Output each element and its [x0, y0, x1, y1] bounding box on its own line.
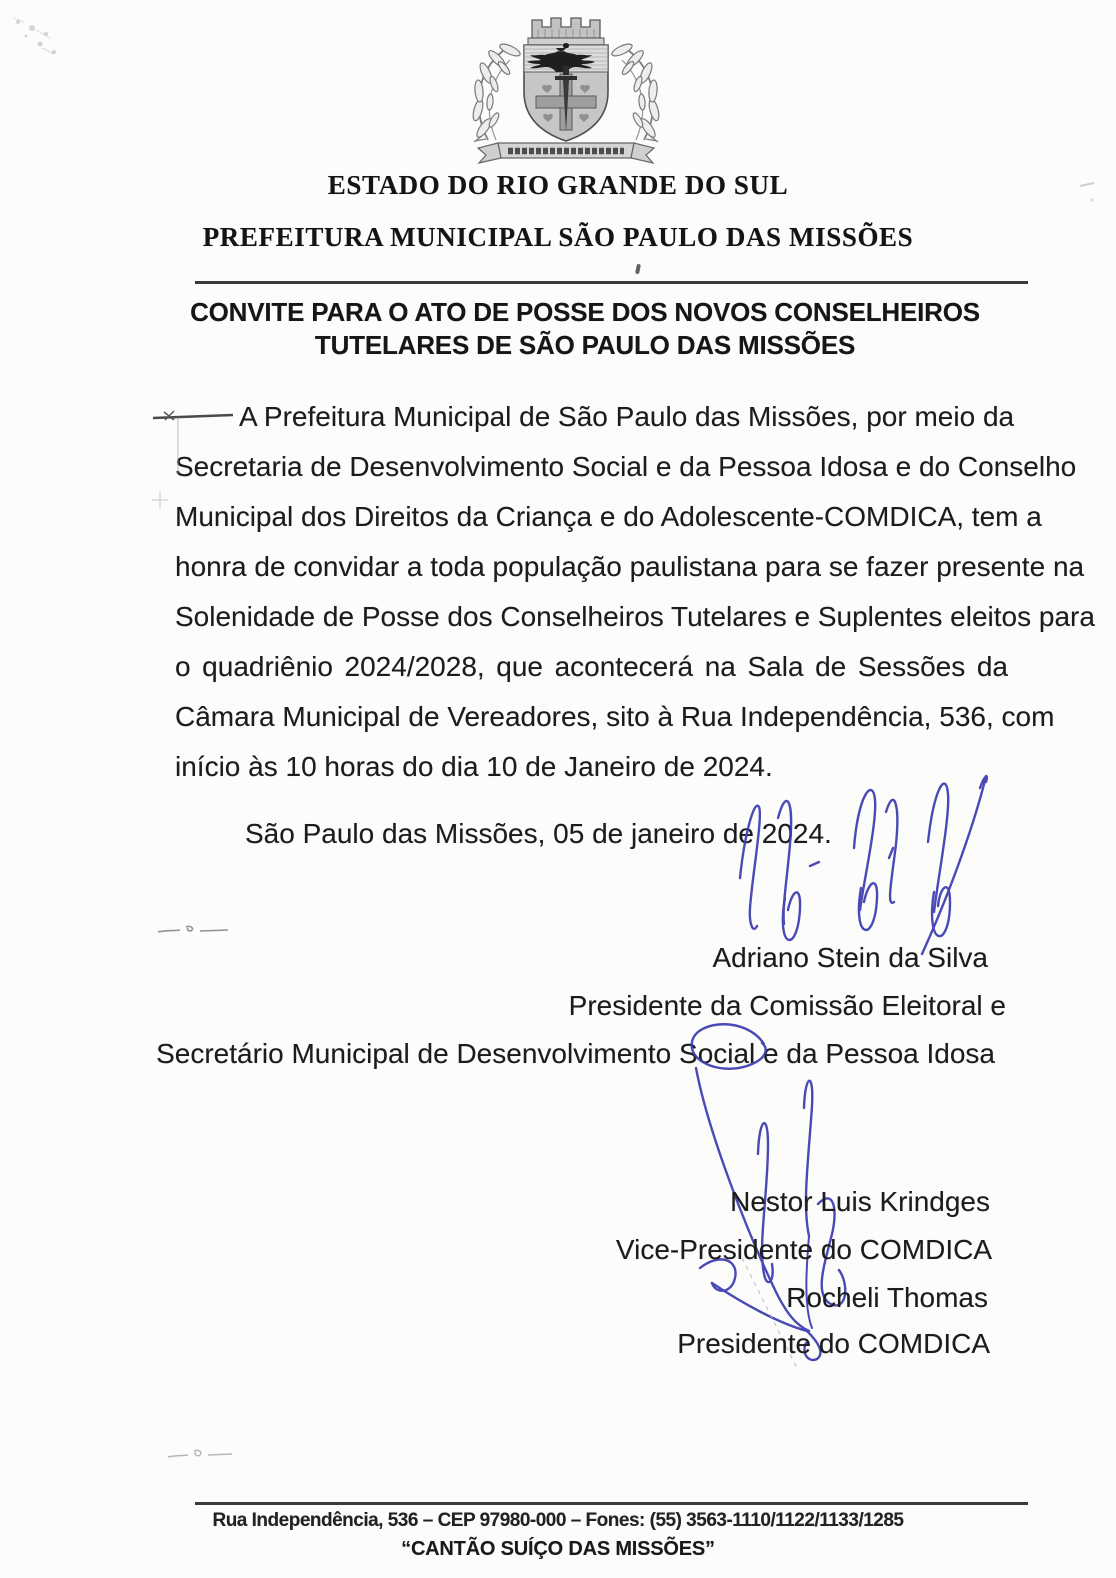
title-line-2: TUTELARES DE SÃO PAULO DAS MISSÕES [314, 330, 856, 360]
header-divider-rule [195, 281, 1028, 284]
scan-smudge-top-left [6, 8, 116, 108]
body-line: início às 10 horas do dia 10 de Janeiro de 2024. [175, 751, 773, 782]
signer-name: Adriano Stein da Silva [712, 942, 988, 973]
header-municipality-line: PREFEITURA MUNICIPAL SÃO PAULO DAS MISSÕES [202, 222, 914, 252]
body-line: Municipal dos Direitos da Criança e do Adolescente-COMDICA, tem a [175, 501, 1042, 532]
footer-divider-rule [195, 1502, 1028, 1505]
stray-tick-mark [635, 264, 641, 275]
body-paragraph [175, 392, 1095, 792]
body-line: o quadriênio 2024/2028, que acontecerá na Sala de Sessões da [175, 651, 1008, 682]
faint-plus-mark [150, 490, 170, 510]
pen-scribble-mark [156, 918, 246, 942]
signature-adriano-stein-da-silva-icon [726, 760, 996, 965]
signer-role-line: Secretário Municipal de Desenvolvimento Social e da Pessoa Idosa [156, 1038, 995, 1069]
body-line: Solenidade de Posse dos Conselheiros Tutelares e Suplentes eleitos para [175, 601, 1095, 632]
signer-role-line: Presidente do COMDICA [677, 1328, 990, 1359]
body-line: A Prefeitura Municipal de São Paulo das Missões, por meio da [239, 401, 1015, 432]
signer-role-line: Presidente da Comissão Eleitoral e [568, 990, 1006, 1021]
body-line: Secretaria de Desenvolvimento Social e da Pessoa Idosa e do Conselho [175, 451, 1077, 482]
document-title [150, 296, 1020, 362]
signer-role-line: Vice-Presidente do COMDICA [615, 1234, 992, 1265]
body-line: honra de convidar a toda população paulistana para se fazer presente na [175, 551, 1085, 582]
dateline: São Paulo das Missões, 05 de janeiro de 2024. [245, 818, 832, 849]
pen-scribble-mark [166, 1444, 256, 1468]
body-line: Câmara Municipal de Vereadores, sito à Rua Independência, 536, com [175, 701, 1055, 732]
title-line-1: CONVITE PARA O ATO DE POSSE DOS NOVOS CONSELHEIROS [190, 297, 980, 327]
signer-name: Rocheli Thomas [786, 1282, 988, 1313]
header-state-line: ESTADO DO RIO GRANDE DO SUL [327, 170, 789, 200]
coat-of-arms-icon [448, 12, 684, 172]
signer-name: Nestor Luis Krindges [730, 1186, 990, 1217]
footer-address-line: Rua Independência, 536 – CEP 97980-000 – Fones: (55) 3563-1110/1122/1133/1285 [212, 1510, 904, 1531]
footer-motto-line: “CANTÃO SUÍÇO DAS MISSÕES” [401, 1538, 715, 1560]
